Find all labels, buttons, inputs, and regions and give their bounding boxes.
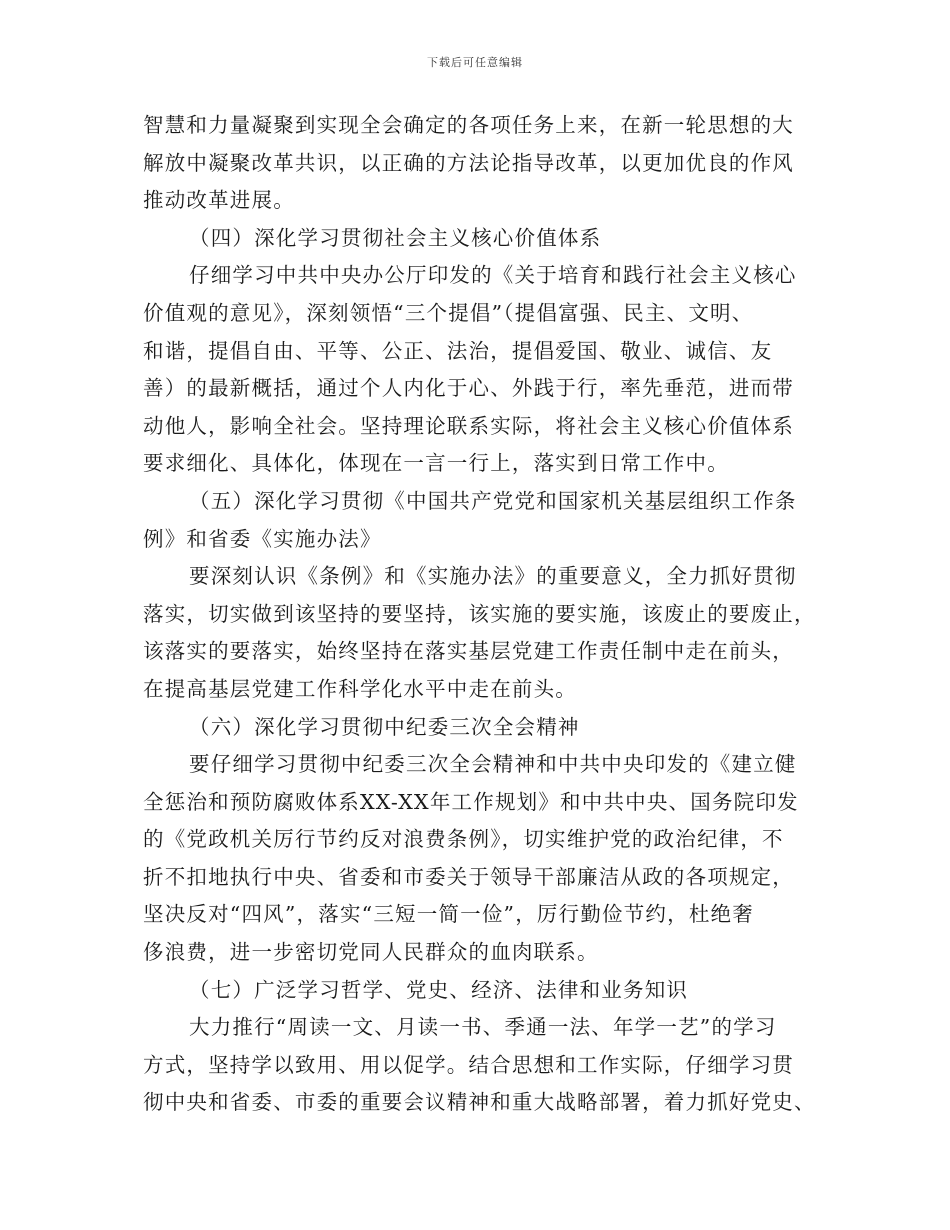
text-line: 要仔细学习贯彻中纪委三次全会精神和中共中央印发的《建立健 (189, 752, 797, 777)
text-line: 方式，坚持学以致用、用以促学。结合思想和工作实际，仔细学习贯 (143, 1052, 794, 1077)
text-line: 坚决反对“四风”，落实“三短一简一俭”，厉行勤俭节约，杜绝奢 (143, 902, 754, 927)
text-line: 价值观的意见》，深刻领悟“三个提倡”（提倡富强、民主、文明、 (143, 300, 754, 325)
text-line: 该落实的要落实，始终坚持在落实基层党建工作责任制中走在前头， (143, 639, 794, 664)
page-header: 下载后可任意编辑 (427, 56, 523, 69)
text-line: （四）深化学习贯彻社会主义核心价值体系 (189, 225, 602, 250)
text-line: 善）的最新概括，通过个人内化于心、外践于行，率先垂范，进而带 (143, 376, 794, 401)
text-line: 侈浪费，进一步密切党同人民群众的血肉联系。 (143, 940, 599, 965)
text-line: （七）广泛学习哲学、党史、经济、法律和业务知识 (189, 977, 689, 1002)
text-line: 仔细学习中共中央办公厅印发的《关于培育和践行社会主义核心 (189, 263, 797, 288)
text-line: 大力推行“周读一文、月读一书、季通一法、年学一艺”的学习 (189, 1015, 777, 1040)
text-line: 例》和省委《实施办法》 (143, 526, 382, 551)
text-line: 要深刻认识《条例》和《实施办法》的重要意义，全力抓好贯彻 (189, 564, 797, 589)
text-line: 要求细化、具体化，体现在一言一行上，落实到日常工作中。 (143, 451, 729, 476)
text-line: （五）深化学习贯彻《中国共产党党和国家机关基层组织工作条 (189, 488, 797, 513)
text-line: （六）深化学习贯彻中纪委三次全会精神 (189, 714, 580, 739)
text-line: 的《党政机关厉行节约反对浪费条例》，切实维护党的政治纪律，不 (143, 827, 784, 852)
text-line: 推动改革进展。 (143, 188, 295, 213)
text-line: 彻中央和省委、市委的重要会议精神和重大战略部署，着力抓好党史、 (143, 1090, 816, 1115)
text-line: 和谐，提倡自由、平等、公正、法治，提倡爱国、敬业、诚信、友 (143, 338, 773, 363)
text-line: 全惩治和预防腐败体系XX-XX年工作规划》和中共中央、国务院印发 (143, 789, 799, 814)
text-line: 折不扣地执行中央、省委和市委关于领导干部廉洁从政的各项规定， (143, 864, 794, 889)
text-line: 在提高基层党建工作科学化水平中走在前头。 (143, 676, 577, 701)
text-line: 智慧和力量凝聚到实现全会确定的各项任务上来，在新一轮思想的大 (143, 113, 794, 137)
text-line: 落实，切实做到该坚持的要坚持，该实施的要实施，该废止的要废止， (143, 601, 816, 626)
text-line: 动他人，影响全社会。坚持理论联系实际，将社会主义核心价值体系 (143, 413, 794, 438)
text-line: 解放中凝聚改革共识，以正确的方法论指导改革，以更加优良的作风 (143, 150, 794, 175)
document-body (143, 107, 816, 1122)
